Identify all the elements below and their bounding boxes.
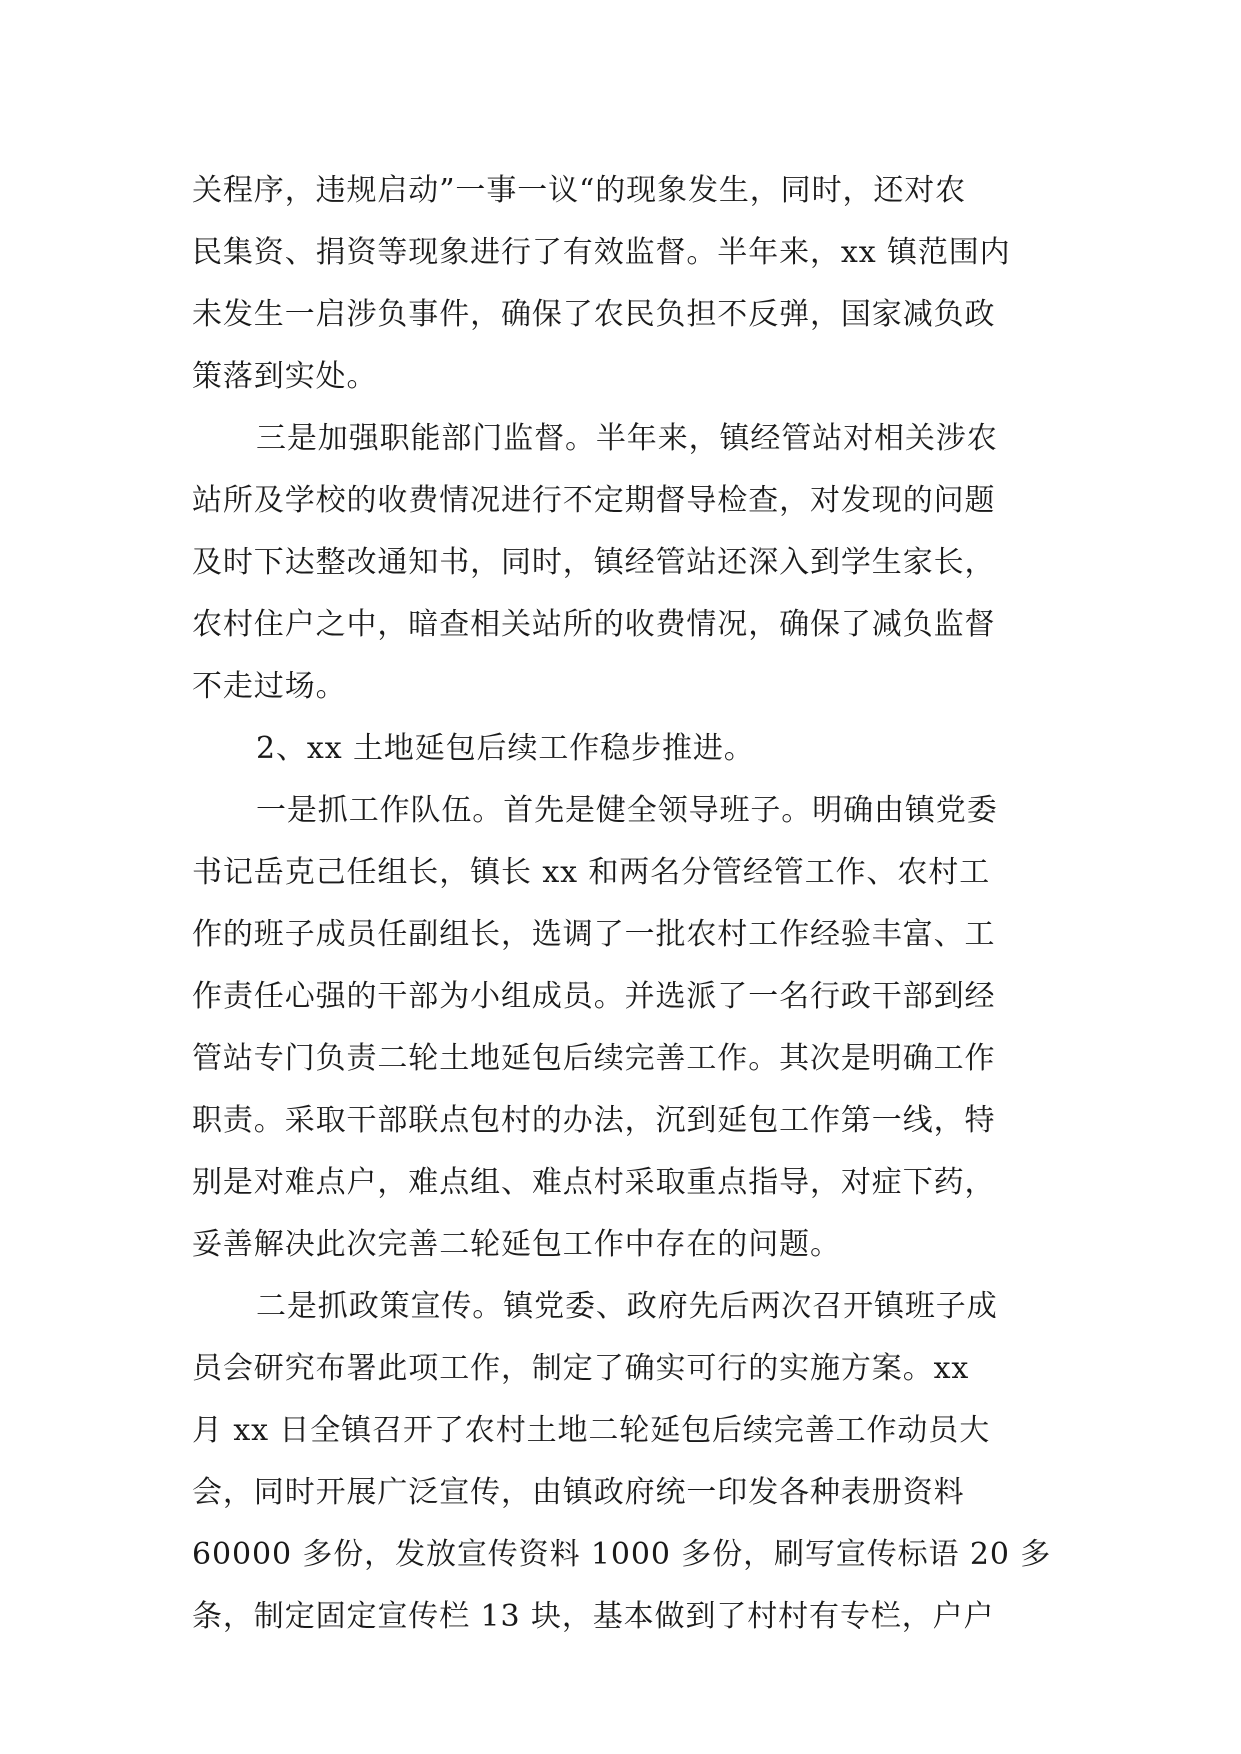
text-line: 作责任心强的干部为小组成员。并选派了一名行政干部到经 (192, 979, 996, 1014)
text-line: 策落到实处。 (192, 359, 378, 394)
paragraph-work-team (192, 780, 1072, 1276)
text-line: 管站专门负责二轮土地延包后续完善工作。其次是明确工作 (192, 1041, 996, 1076)
text-line: 妥善解决此次完善二轮延包工作中存在的问题。 (192, 1227, 841, 1262)
section-heading: 2、xx 土地延包后续工作稳步推进。 (256, 731, 755, 766)
text-line: 不走过场。 (192, 669, 347, 704)
text-line: 别是对难点户，难点组、难点村采取重点指导，对症下药， (192, 1165, 996, 1200)
text-line: 职责。采取干部联点包村的办法，沉到延包工作第一线，特 (192, 1103, 996, 1138)
text-line: 三是加强职能部门监督。半年来，镇经管站对相关涉农 (256, 421, 998, 456)
text-line: 60000 多份，发放宣传资料 1000 多份，刷写宣传标语 20 多 (192, 1537, 1052, 1572)
paragraph-continued-supervision (192, 160, 1072, 408)
text-line: 作的班子成员任副组长，选调了一批农村工作经验丰富、工 (192, 917, 996, 952)
text-line: 民集资、捐资等现象进行了有效监督。半年来，xx 镇范围内 (192, 235, 1011, 270)
paragraph-department-supervision (192, 408, 1072, 718)
text-line: 月 xx 日全镇召开了农村土地二轮延包后续完善工作动员大 (192, 1413, 991, 1448)
text-line: 未发生一启涉负事件，确保了农民负担不反弹，国家减负政 (192, 297, 996, 332)
text-line: 会，同时开展广泛宣传，由镇政府统一印发各种表册资料 (192, 1475, 965, 1510)
text-line: 农村住户之中，暗查相关站所的收费情况，确保了减负监督 (192, 607, 996, 642)
paragraph-heading-land-extension (192, 718, 1072, 780)
text-line: 站所及学校的收费情况进行不定期督导检查，对发现的问题 (192, 483, 996, 518)
document-body (192, 160, 1072, 1648)
text-line: 书记岳克己任组长，镇长 xx 和两名分管经管工作、农村工 (192, 855, 991, 890)
text-line: 及时下达整改通知书，同时，镇经管站还深入到学生家长， (192, 545, 996, 580)
text-line: 关程序，违规启动”一事一议“的现象发生，同时，还对农 (192, 173, 967, 208)
text-line: 员会研究布署此项工作，制定了确实可行的实施方案。xx (192, 1351, 970, 1386)
paragraph-policy-publicity (192, 1276, 1072, 1648)
text-line: 二是抓政策宣传。镇党委、政府先后两次召开镇班子成 (256, 1289, 998, 1324)
text-line: 条，制定固定宣传栏 13 块，基本做到了村村有专栏，户户 (192, 1599, 995, 1634)
text-line: 一是抓工作队伍。首先是健全领导班子。明确由镇党委 (256, 793, 998, 828)
